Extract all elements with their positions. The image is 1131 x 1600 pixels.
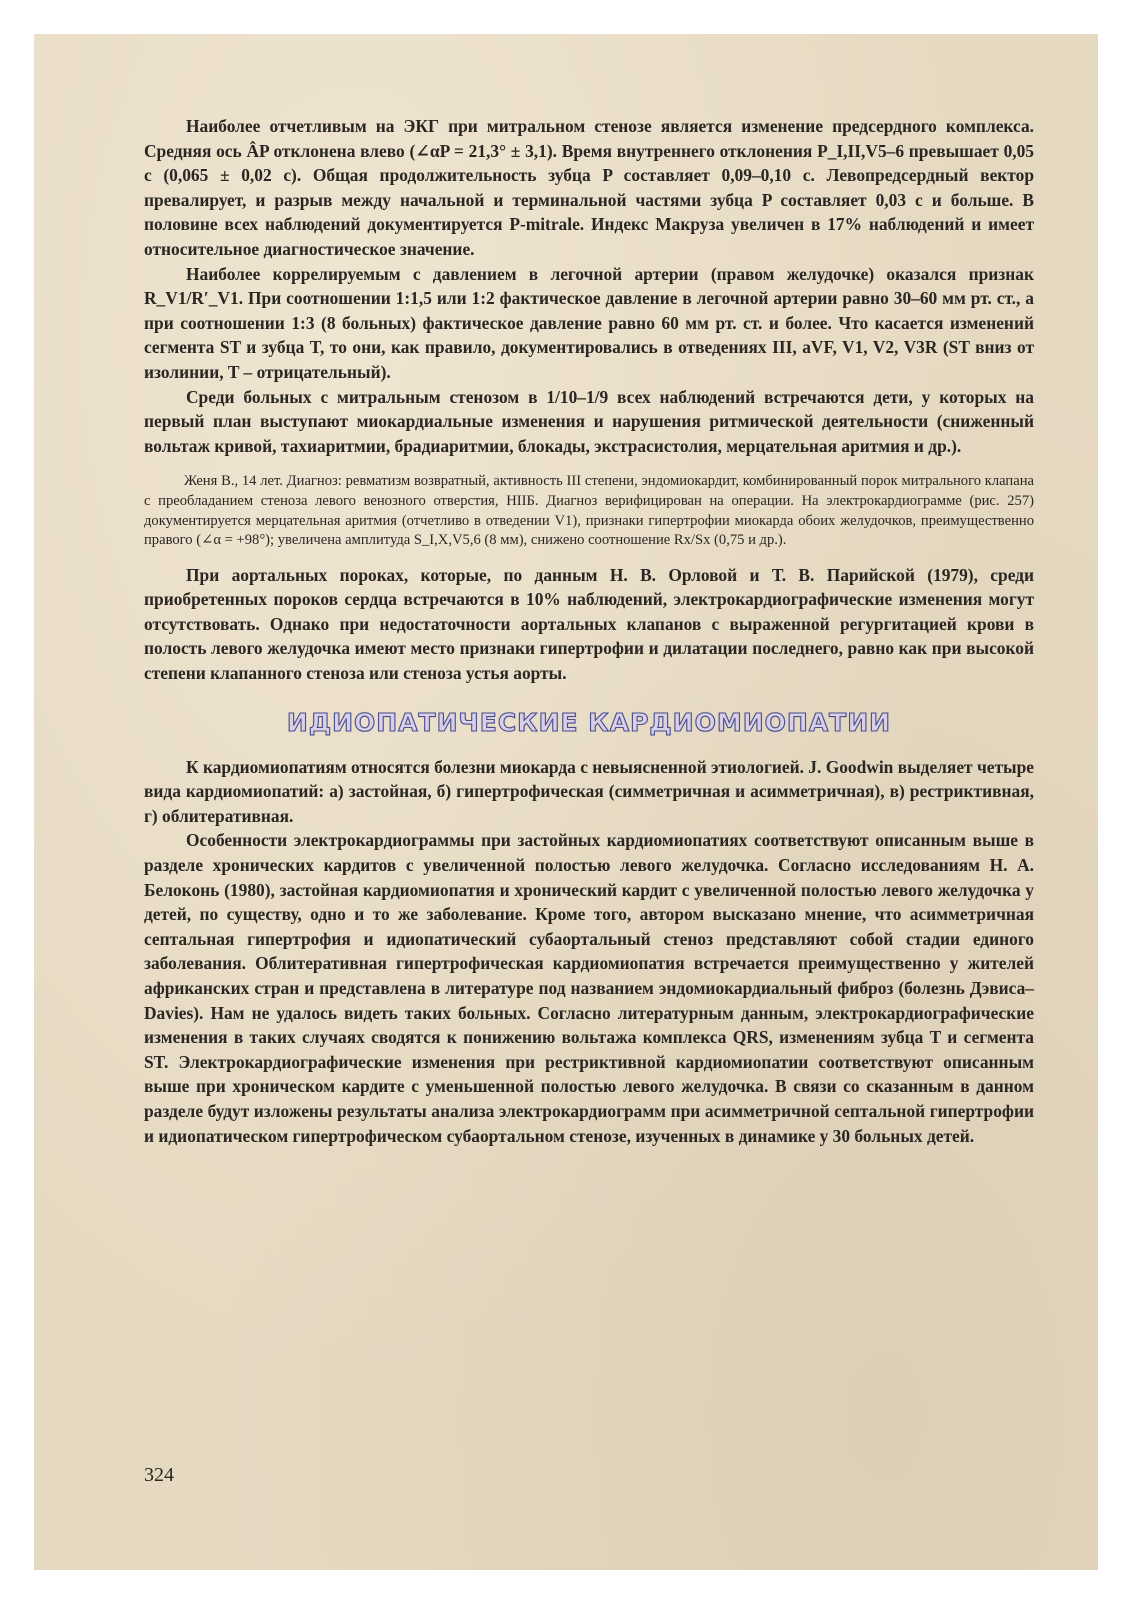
case-note: Женя В., 14 лет. Диагноз: ревматизм возвратный, активность III степени, эндомиокардит, комбинированный порок митрального клапана с преобладанием стеноза левого венозного отверстия, НIIБ. Диагноз верифицирован на операции. На электрокардиограмме (рис. 257) документируется мерцательная аритмия (отчетливо в отведении V1), признаки гипертрофии миокарда обоих желудочков, преимущественно правого (∠α = +98°); увеличена амплитуда S_I,X,V5,6 (8 мм), снижено соотношение Rx/Sx (0,75 и др.). — [144, 473, 1034, 549]
paragraph-cardiomyopathy-types: К кардиомиопатиям относятся болезни миокарда с невыясненной этиологией. J. Goodwin выделяет четыре вида кардиомиопатий: а) застойная, б) гипертрофическая (симметричная и асимметричная), в) рестриктивная, г) облитеративная. — [144, 756, 1034, 826]
paragraph-pulmonary-pressure: Наиболее коррелируемым с давлением в легочной артерии (правом желудочке) оказался признак R_V1/R′_V1. При соотношении 1:1,5 или 1:2 фактическое давление в легочной артерии равно 30–60 мм рт. ст., а при соотношении 1:3 (8 больных) фактическое давление равно 60 мм рт. ст. и более. Что касается изменений сегмента ST и зубца T, то они, как правило, документировались в отведениях III, aVF, V1, V2, V3R (ST вниз от изолинии, T – отрицательный). — [144, 263, 1034, 382]
paragraph-aortic: При аортальных пороках, которые, по данным Н. В. Орловой и Т. В. Парийской (1979), среди приобретенных пороков сердца встречаются в 10% наблюдений, электрокардиографические изменения могут отсутствовать. Однако при недостаточности аортальных клапанов с выраженной регургитацией крови в полость левого желудочка имеют место признаки гипертрофии и дилатации последнего, равно как при высокой степени клапанного стеноза или стеноза устья аорты. — [144, 564, 1034, 684]
page-content — [144, 114, 1034, 1148]
book-page — [34, 34, 1098, 1570]
section-heading: ИДИОПАТИЧЕСКИЕ КАРДИОМИОПАТИИ — [286, 707, 892, 737]
paragraph-p-wave: Наиболее отчетливым на ЭКГ при митральном стенозе является изменение предсердного комплекса. Средняя ось ÂP отклонена влево (∠αP = 21,3° ± 3,1). Время внутреннего отклонения P_I,II,V5–6 превышает 0,05 с (0,065 ± 0,02 с). Общая продолжительность зубца P составляет 0,09–0,10 с. Левопредсердный вектор превалирует, и разрыв между начальной и терминальной частями зубца P составляет 0,03 с и больше. В половине всех наблюдений документируется P-mitrale. Индекс Макруза увеличен в 17% наблюдений и имеет относительное диагностическое значение. — [144, 116, 1034, 259]
paragraph-children-mitral: Среди больных с митральным стенозом в 1/10–1/9 всех наблюдений встречаются дети, у которых на первый план выступают миокардиальные изменения и нарушения ритмической деятельности (сниженный вольтаж кривой, тахиаритмии, брадиаритмии, блокады, экстрасистолия, мерцательная аритмия и др.). — [144, 386, 1034, 456]
paragraph-cardiomyopathy-ecg: Особенности электрокардиограммы при застойных кардиомиопатиях соответствуют описанным выше в разделе хронических кардитов с увеличенной полостью левого желудочка. Согласно исследованиям Н. А. Белоконь (1980), застойная кардиомиопатия и хронический кардит с увеличенной полостью левого желудочка у детей, по существу, одно и то же заболевание. Кроме того, автором высказано мнение, что асимметричная септальная гипертрофия и идиопатический субаортальный стеноз представляют собой стадии единого заболевания. Облитеративная гипертрофическая кардиомиопатия встречается преимущественно у жителей африканских стран и представлена в литературе под названием эндомиокардиальный фиброз (болезнь Дэвиса–Davies). Нам не удалось видеть таких больных. Согласно литературным данным, электрокардиографические изменения в таких случаях сводятся к понижению вольтажа комплекса QRS, изменениям зубца T и сегмента ST. Электрокардиографические изменения при рестриктивной кардиомиопатии соответствуют описанным выше при хроническом кардите с уменьшенной полостью левого желудочка. В связи со сказанным в данном разделе будут изложены результаты анализа электрокардиограмм при асимметричной септальной гипертрофии и идиопатическом гипертрофическом субаортальном стенозе, изученных в динамике у 30 больных детей. — [144, 830, 1034, 1146]
page-number: 324 — [144, 1464, 174, 1486]
